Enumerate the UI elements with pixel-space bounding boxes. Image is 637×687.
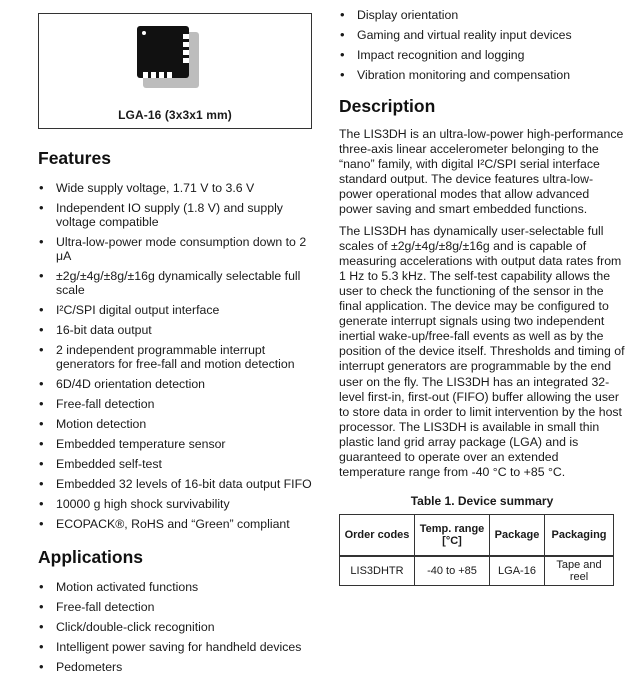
table-row: [340, 556, 614, 586]
features-list: [38, 181, 318, 531]
list-item: • 10000 g high shock survivability: [38, 497, 318, 511]
table-caption: Table 1. Device summary: [410, 494, 554, 509]
list-item: • Free-fall detection: [38, 397, 318, 411]
description-paragraph: The LIS3DH has dynamically user-selectable full scales of ±2g/±4g/±8g/±16g and is capable of measuring accelerations with output data rates from 1 Hz to 5.3 kHz. The self-test capability allows the user to check the functioning of the sensor in the final application. The device may be configured to generate interrupt signals using two independent inertial wake-up/free-fall events as well as by the position of the device itself. Thresholds and timing of interrupt generators are programmable by the end user on the fly. The LIS3DH has an integrated 32-level first-in, first-out (FIFO) buffer allowing the user to store data in order to limit intervention by the host processor. The LIS3DH is available in small thin plastic land grid array package (LGA) and is guaranteed to operate over an extended temperature range from -40 °C to +85 °C.: [339, 223, 625, 480]
device-summary-table: [339, 514, 614, 586]
chip-pin: [151, 72, 156, 78]
list-item: • Intelligent power saving for handheld devices: [38, 640, 318, 654]
list-item: • Vibration monitoring and compensation: [339, 68, 625, 82]
list-item: • Embedded 32 levels of 16-bit data output FIFO: [38, 477, 318, 491]
list-item: • Motion detection: [38, 417, 318, 431]
table-header-cell: Packaging: [545, 515, 614, 557]
table-cell: LGA-16: [490, 556, 545, 586]
list-item: • 2 independent programmable interrupt generators for free-fall and motion detection: [38, 343, 318, 371]
table-header-cell: Package: [490, 515, 545, 557]
description-heading: Description: [339, 96, 436, 116]
chip-body: [137, 26, 189, 78]
list-item: • I²C/SPI digital output interface: [38, 303, 318, 317]
chip-pin: [183, 58, 189, 63]
right-column: [339, 8, 625, 586]
applications-list-continued: [339, 8, 625, 82]
list-item: • Click/double-click recognition: [38, 620, 318, 634]
list-item: • Display orientation: [339, 8, 625, 22]
pin1-marker: [142, 31, 146, 35]
table-cell: LIS3DHTR: [340, 556, 415, 586]
chip-pin: [159, 72, 164, 78]
list-item: • Embedded self-test: [38, 457, 318, 471]
features-heading: Features: [38, 148, 111, 168]
list-item: • Wide supply voltage, 1.71 V to 3.6 V: [38, 181, 318, 195]
list-item: • 6D/4D orientation detection: [38, 377, 318, 391]
applications-list: [38, 580, 318, 674]
list-item: • ±2g/±4g/±8g/±16g dynamically selectable full scale: [38, 269, 318, 297]
list-item: • Pedometers: [38, 660, 318, 674]
table-header-cell: Order codes: [340, 515, 415, 557]
package-caption: LGA-16 (3x3x1 mm): [118, 108, 232, 122]
left-column: [38, 148, 318, 680]
table-cell: -40 to +85: [415, 556, 490, 586]
chip-pin: [183, 42, 189, 47]
table-cell: Tape and reel: [545, 556, 614, 586]
list-item: • Embedded temperature sensor: [38, 437, 318, 451]
table-header-cell: Temp. range [°C]: [415, 515, 490, 557]
applications-heading: Applications: [38, 547, 144, 567]
package-figure: [38, 13, 312, 129]
list-item: • Motion activated functions: [38, 580, 318, 594]
chip-pin: [143, 72, 148, 78]
list-item: • Independent IO supply (1.8 V) and supply voltage compatible: [38, 201, 318, 229]
list-item: • 16-bit data output: [38, 323, 318, 337]
list-item: • ECOPACK®, RoHS and “Green” compliant: [38, 517, 318, 531]
list-item: • Impact recognition and logging: [339, 48, 625, 62]
chip-pin: [167, 72, 172, 78]
list-item: • Free-fall detection: [38, 600, 318, 614]
description-paragraph: The LIS3DH is an ultra-low-power high-performance three-axis linear accelerometer belonging to the “nano” family, with digital I²C/SPI serial interface standard output. The device features ultra-low-power operational modes that allow advanced power saving and smart embedded functions.: [339, 127, 624, 217]
chip-pin: [183, 34, 189, 39]
list-item: • Gaming and virtual reality input devices: [339, 28, 625, 42]
chip-image: [137, 26, 207, 96]
table-header-row: [340, 515, 614, 557]
chip-pin: [183, 50, 189, 55]
list-item: • Ultra-low-power mode consumption down to 2 μA: [38, 235, 318, 263]
